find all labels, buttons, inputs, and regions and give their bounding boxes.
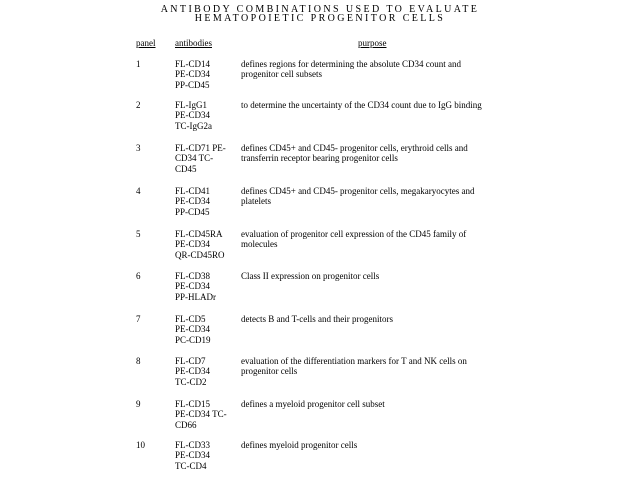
- panel-number: 7: [136, 314, 141, 324]
- panel-number: 3: [136, 143, 141, 153]
- antibody: TC-CD2: [175, 376, 207, 387]
- purpose-text: evaluation of progenitor cell expression of the CD45 family of molecules: [241, 229, 467, 250]
- antibody: FL-CD45RA: [175, 229, 223, 239]
- antibody-list: [175, 143, 235, 174]
- antibody-list: [175, 59, 235, 90]
- panel-number: 10: [136, 440, 145, 450]
- purpose-text: defines regions for determining the absolute CD34 count and progenitor cell subsets: [241, 59, 461, 80]
- table-row: [0, 314, 640, 354]
- antibody: FL-CD41: [175, 186, 211, 196]
- antibody-list: [175, 440, 235, 471]
- panel-number: 1: [136, 59, 141, 69]
- purpose-text: Class II expression on progenitor cells: [241, 271, 380, 281]
- antibody: FL-IgG1: [175, 100, 207, 110]
- panel-number: 4: [136, 186, 141, 196]
- page-title: ANTIBODY COMBINATIONS USED TO EVALUATE: [160, 4, 480, 15]
- purpose-text: detects B and T-cells and their progenitors: [241, 314, 393, 324]
- antibody: PE-CD34: [175, 450, 211, 461]
- antibody: PE-CD34 TC-: [175, 409, 227, 420]
- column-header-antibodies: antibodies: [175, 38, 212, 48]
- antibody: PE-CD34: [175, 239, 211, 250]
- column-header-panel: panel: [136, 38, 156, 48]
- purpose-text: defines CD45+ and CD45- progenitor cells, erythroid cells and transferrin receptor bearing progenitor cells: [241, 143, 468, 164]
- antibody: CD34 TC-: [175, 153, 214, 164]
- antibody-list: [175, 314, 235, 345]
- antibody-list: [175, 271, 235, 302]
- purpose-text: defines a myeloid progenitor cell subset: [241, 399, 385, 409]
- table-row: [0, 356, 640, 396]
- table-row: [0, 59, 640, 99]
- table-row: [0, 100, 640, 140]
- purpose-text: to determine the uncertainty of the CD34 count due to IgG binding: [241, 100, 482, 110]
- column-header-purpose: purpose: [358, 38, 387, 48]
- antibody: PC-CD19: [175, 334, 211, 345]
- antibody: FL-CD7: [175, 356, 206, 366]
- table-row: [0, 229, 640, 269]
- antibody: FL-CD5: [175, 314, 206, 324]
- antibody: FL-CD71 PE-: [175, 143, 226, 153]
- antibody: CD45: [175, 163, 197, 174]
- antibody: PP-HLADr: [175, 291, 217, 302]
- antibody: CD66: [175, 419, 197, 430]
- antibody: PP-CD45: [175, 79, 210, 90]
- panel-number: 8: [136, 356, 141, 366]
- antibody: FL-CD15: [175, 399, 211, 409]
- antibody: PE-CD34: [175, 196, 211, 207]
- table-row: [0, 440, 640, 480]
- panel-number: 2: [136, 100, 141, 110]
- antibody: QR-CD45RO: [175, 249, 225, 260]
- antibody: PE-CD34: [175, 366, 211, 377]
- antibody: PP-CD45: [175, 206, 210, 217]
- antibody-list: [175, 399, 235, 430]
- antibody: PE-CD34: [175, 69, 211, 80]
- table-row: [0, 399, 640, 439]
- purpose-text: defines CD45+ and CD45- progenitor cells, megakaryocytes and platelets: [241, 186, 475, 207]
- antibody: FL-CD38: [175, 271, 211, 281]
- table-row: [0, 143, 640, 183]
- antibody: PE-CD34: [175, 281, 211, 292]
- antibody: FL-CD14: [175, 59, 211, 69]
- table-row: [0, 271, 640, 311]
- panel-number: 6: [136, 271, 141, 281]
- antibody-list: [175, 100, 235, 131]
- antibody-list: [175, 356, 235, 387]
- antibody-list: [175, 229, 235, 260]
- antibody-list: [175, 186, 235, 217]
- antibody: FL-CD33: [175, 440, 211, 450]
- table-row: [0, 186, 640, 226]
- purpose-text: evaluation of the differentiation markers for T and NK cells on progenitor cells: [241, 356, 467, 377]
- antibody: TC-IgG2a: [175, 120, 212, 131]
- purpose-text: defines myeloid progenitor cells: [241, 440, 358, 450]
- antibody: PE-CD34: [175, 110, 211, 121]
- page-subtitle: HEMATOPOIETIC PROGENITOR CELLS: [194, 13, 446, 24]
- panel-number: 5: [136, 229, 141, 239]
- antibody: TC-CD4: [175, 460, 207, 471]
- antibody: PE-CD34: [175, 324, 211, 335]
- panel-number: 9: [136, 399, 141, 409]
